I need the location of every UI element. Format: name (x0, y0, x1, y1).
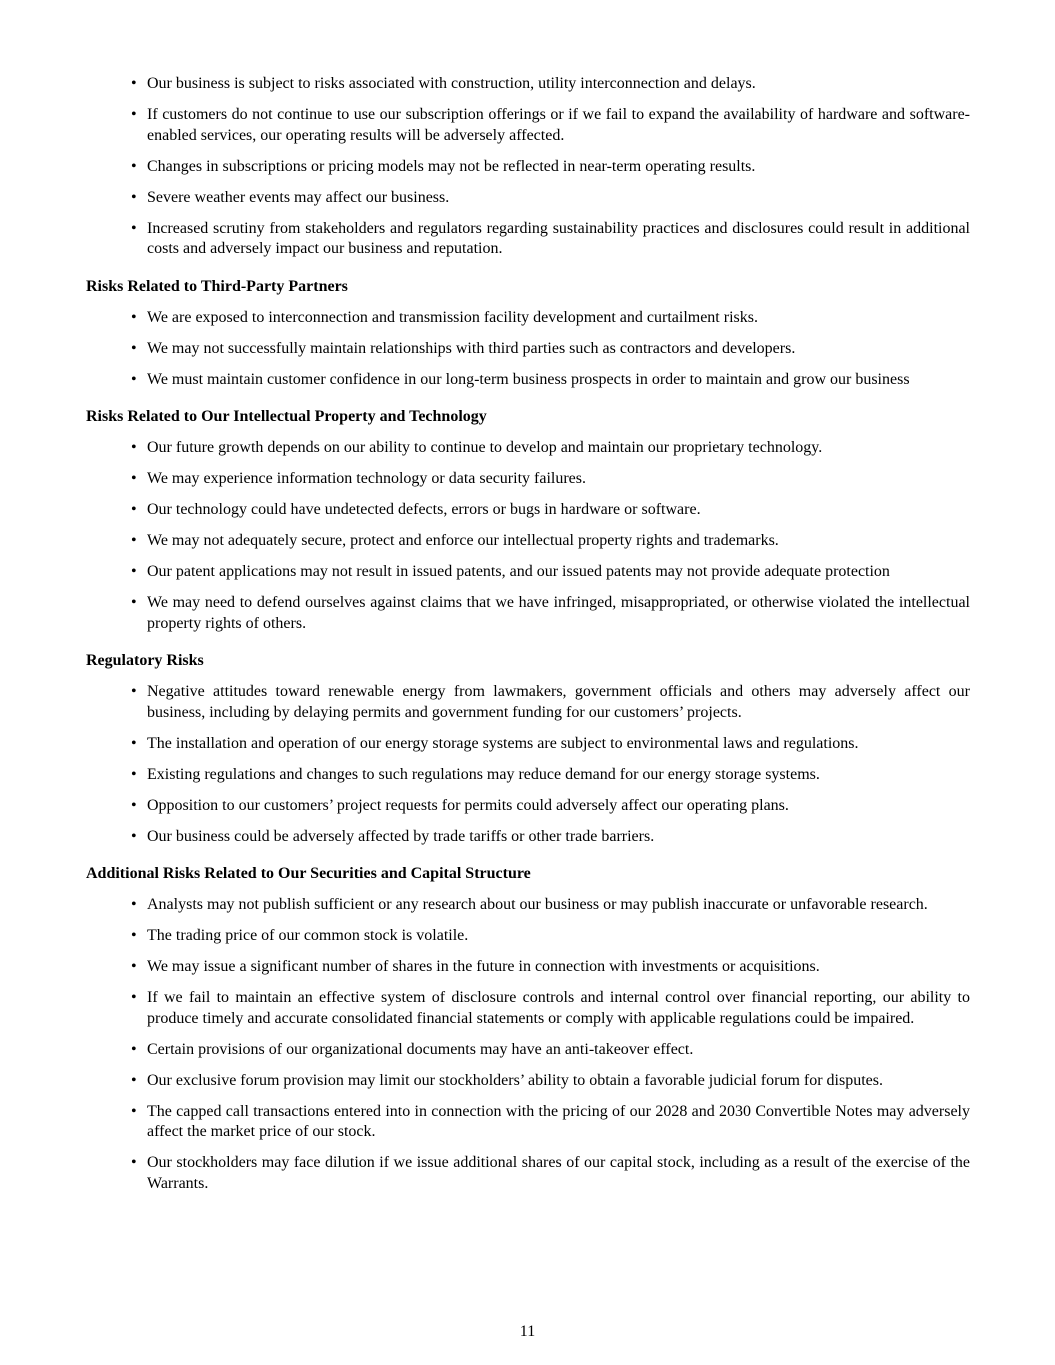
risk-item (86, 895, 970, 916)
risk-item (86, 469, 970, 490)
risk-item (86, 765, 970, 786)
bullet-icon: • (131, 989, 137, 1006)
risk-item (86, 1102, 970, 1143)
bullet-icon: • (131, 1102, 137, 1120)
bullet-icon: • (131, 896, 137, 913)
risk-item (86, 500, 970, 521)
risk-section (86, 74, 970, 260)
risk-item (86, 370, 970, 391)
risk-item-text: Existing regulations and changes to such regulations may reduce demand for our energy storage systems. (147, 765, 820, 783)
risk-item (86, 796, 970, 817)
bullet-icon: • (131, 308, 137, 326)
risk-item (86, 957, 970, 978)
risk-item-text: Opposition to our customers’ project requests for permits could adversely affect our operating plans. (147, 796, 789, 814)
bullet-icon: • (131, 827, 137, 845)
bullet-icon: • (131, 683, 137, 700)
risk-item-text: Negative attitudes toward renewable energy from lawmakers, government officials and others may adversely affect our business, including by delaying permits and government funding for our customers’ projects. (147, 683, 970, 721)
bullet-icon: • (131, 188, 137, 206)
bullet-icon: • (131, 927, 137, 944)
section-heading: Additional Risks Related to Our Securities and Capital Structure (86, 865, 531, 882)
risk-item (86, 734, 970, 755)
risk-item (86, 1071, 970, 1092)
bullet-icon: • (131, 594, 137, 611)
risk-item-text: The trading price of our common stock is volatile. (147, 927, 469, 944)
risk-item (86, 988, 970, 1029)
bullet-icon: • (131, 470, 137, 487)
risk-item-text: Our business is subject to risks associated with construction, utility interconnection and delays. (147, 75, 756, 92)
risk-section (86, 651, 970, 847)
risk-list (86, 682, 970, 847)
bullet-icon: • (131, 563, 137, 580)
risk-item (86, 339, 970, 360)
section-heading: Regulatory Risks (86, 652, 204, 669)
risk-section (86, 277, 970, 391)
risk-item (86, 438, 970, 459)
risk-item-text: Our stockholders may face dilution if we issue additional shares of our capital stock, including as a result of the exercise of the Warrants. (147, 1154, 970, 1192)
bullet-icon: • (131, 1040, 137, 1058)
risk-item-text: Our business could be adversely affected by trade tariffs or other trade barriers. (147, 827, 655, 845)
risk-item (86, 74, 970, 95)
risk-item-text: We may not adequately secure, protect and enforce our intellectual property rights and trademarks. (147, 532, 779, 549)
risk-item-text: We may experience information technology or data security failures. (147, 470, 586, 487)
risk-list (86, 895, 970, 1194)
bullet-icon: • (131, 157, 137, 175)
risk-item (86, 531, 970, 552)
risk-item-text: The installation and operation of our energy storage systems are subject to environmental laws and regulations. (147, 734, 859, 752)
risk-item (86, 562, 970, 583)
bullet-icon: • (131, 219, 137, 237)
risk-item (86, 188, 970, 209)
section-heading: Risks Related to Third-Party Partners (86, 277, 348, 295)
bullet-icon: • (131, 796, 137, 814)
bullet-icon: • (131, 1071, 137, 1089)
bullet-icon: • (131, 765, 137, 783)
bullet-icon: • (131, 734, 137, 752)
risk-item-text: We are exposed to interconnection and transmission facility development and curtailment risks. (147, 308, 758, 326)
risk-item-text: We must maintain customer confidence in our long-term business prospects in order to maintain and grow our business (147, 370, 910, 388)
risk-item-text: Certain provisions of our organizational documents may have an anti-takeover effect. (147, 1040, 694, 1058)
risk-item-text: Our future growth depends on our ability to continue to develop and maintain our proprietary technology. (147, 439, 823, 456)
risk-item-text: The capped call transactions entered into in connection with the pricing of our 2028 and 2030 Convertible Notes may adversely affect the market price of our stock. (147, 1102, 970, 1140)
risk-section (86, 864, 970, 1194)
page-number: 11 (519, 1323, 536, 1340)
risk-item (86, 219, 970, 260)
risk-list (86, 74, 970, 260)
risk-item-text: Severe weather events may affect our business. (147, 188, 450, 206)
risk-item-text: We may not successfully maintain relationships with third parties such as contractors and developers. (147, 339, 796, 357)
risk-item-text: If we fail to maintain an effective system of disclosure controls and internal control over financial reporting, our ability to produce timely and accurate consolidated financial statements or comply with applicable regulations could be impaired. (147, 989, 970, 1027)
bullet-icon: • (131, 958, 137, 975)
risk-item (86, 157, 970, 178)
risk-item-text: Our exclusive forum provision may limit our stockholders’ ability to obtain a favorable judicial forum for disputes. (147, 1071, 883, 1089)
risk-section (86, 407, 970, 634)
risk-item (86, 827, 970, 848)
bullet-icon: • (131, 439, 137, 456)
document-page (86, 74, 970, 1205)
risk-item-text: We may issue a significant number of shares in the future in connection with investments or acquisitions. (147, 958, 820, 975)
risk-item (86, 1153, 970, 1194)
risk-item-text: Our patent applications may not result in issued patents, and our issued patents may not provide adequate protection (147, 563, 890, 580)
bullet-icon: • (131, 370, 137, 388)
risk-item-text: Increased scrutiny from stakeholders and regulators regarding sustainability practices and disclosures could result in additional costs and adversely impact our business and reputation. (147, 219, 970, 257)
risk-list (86, 308, 970, 391)
bullet-icon: • (131, 532, 137, 549)
risk-item (86, 105, 970, 146)
bullet-icon: • (131, 75, 137, 92)
risk-item-text: Changes in subscriptions or pricing models may not be reflected in near-term operating results. (147, 157, 756, 175)
risk-item-text: We may need to defend ourselves against claims that we have infringed, misappropriated, or otherwise violated the intellectual property rights of others. (147, 594, 970, 632)
risk-item-text: If customers do not continue to use our subscription offerings or if we fail to expand the availability of hardware and software-enabled services, our operating results will be adversely affected. (147, 106, 970, 144)
bullet-icon: • (131, 339, 137, 357)
bullet-icon: • (131, 1154, 137, 1171)
risk-item (86, 682, 970, 723)
section-heading: Risks Related to Our Intellectual Property and Technology (86, 408, 487, 425)
bullet-icon: • (131, 501, 137, 518)
risk-list (86, 438, 970, 634)
bullet-icon: • (131, 106, 137, 123)
risk-item (86, 1040, 970, 1061)
risk-item-text: Our technology could have undetected defects, errors or bugs in hardware or software. (147, 501, 701, 518)
risk-item (86, 308, 970, 329)
risk-item (86, 593, 970, 634)
risk-item (86, 926, 970, 947)
risk-item-text: Analysts may not publish sufficient or any research about our business or may publish inaccurate or unfavorable research. (147, 896, 928, 913)
